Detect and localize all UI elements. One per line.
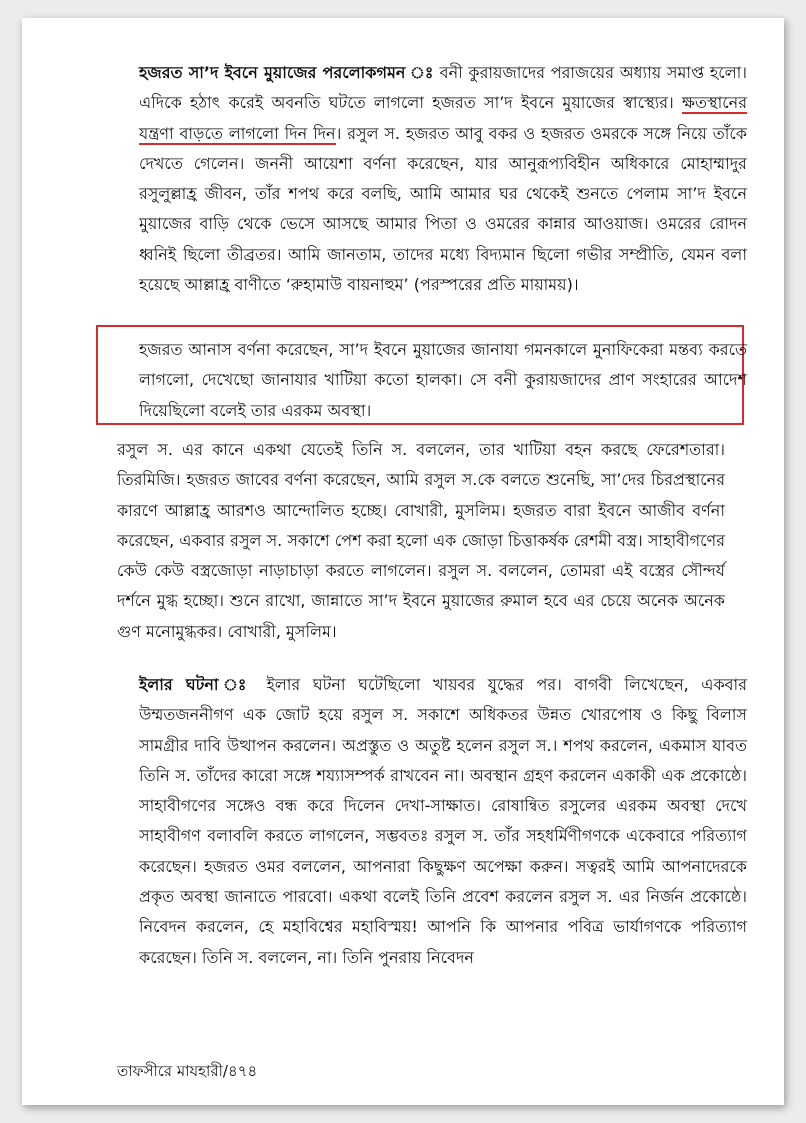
section-heading: হজরত সা’দ ইবনে মুয়াজের পরলোকগমন ঃ bbox=[139, 63, 434, 82]
paragraph-funeral bbox=[117, 435, 725, 647]
paragraph-text: রসুল স. এর কানে একথা যেতেই তিনি স. বললেন, তার খাটিয়া বহন করছে ফেরেশতারা। তিরমিজি। হজরত জাবের বর্ণনা করেছেন, আমি রসুল স.কে বলতে শুনেছি, সা’দের চিরপ্রস্থানের কারণে আল্লাহ্র আরশও আন্দোলিত হচ্ছে। বোখারী, মুসলিম। হজরত বারা ইবনে আজীব বর্ণনা করেছেন, একবার রসুল স. সকাশে পেশ করা হলো এক জোড়া চিত্তাকর্ষক রেশমী বস্ত্র। সাহাবীগণের কেউ কেউ বস্ত্রজোড়া নাড়াচাড়া করতে লাগলেন। রসুল স. বললেন, তোমরা এই বস্ত্রের সৌন্দর্য দর্শনে মুগ্ধ হচ্ছো। শুনে রাখো, জান্নাতে সা’দ ইবনে মুয়াজের রুমাল হবে এর চেয়ে অনেক অনেক গুণ মনোমুগ্ধকর। বোখারী, মুসলিম। bbox=[117, 440, 725, 641]
paragraph-saad-death bbox=[117, 58, 747, 300]
page-footer: তাফসীরে মাযহারী/৪৭৪ bbox=[117, 1062, 258, 1080]
paragraph-boxed-quote bbox=[117, 335, 747, 426]
paragraph-text: বনী কুরায়জাদের পরাজয়ের অধ্যায় সমাপ্ত হলো। এদিকে হঠাৎ করেই অবনতি ঘটতে লাগলো হজরত সা’দ ইবনে মুয়াজের স্বাস্থ্যের। bbox=[139, 63, 747, 113]
underlined-phrase: ক্ষতস্থানের যন্ত্রণা বাড়তে লাগলো দিন দিন bbox=[139, 93, 747, 143]
paragraph-ila bbox=[117, 670, 747, 973]
paragraph-text: ইলার ঘটনা ঘটেছিলো খায়বর যুদ্ধের পর। বাগবী লিখেছেন, একবার উম্মতজননীগণ এক জোট হয়ে রসুল স. সকাশে অধিকতর উন্নত খোরপোষ ও কিছু বিলাস সামগ্রীর দাবি উত্থাপন করলেন। অপ্রস্তুত ও অতুষ্ট হলেন রসুল স.। শপথ করলেন, একমাস যাবত তিনি স. তাঁদের কারো সঙ্গে শয্যাসম্পর্ক রাখবেন না। অবস্থান গ্রহণ করলেন একাকী এক প্রকোষ্ঠে। সাহাবীগণের সঙ্গেও বন্ধ করে দিলেন দেখা-সাক্ষাত। রোষান্বিত রসুলের এরকম অবস্থা দেখে সাহাবীগণ বলাবলি করতে লাগলেন, সম্ভবতঃ রসুল স. তাঁর সহধর্মিণীগণকে একেবারে পরিত্যাগ করেছেন। হজরত ওমর বললেন, আপনারা কিছুক্ষণ অপেক্ষা করুন। সত্বরই আমি আপনাদেরকে প্রকৃত অবস্থা জানাতে পারবো। একথা বলেই তিনি প্রবেশ করলেন রসুল স. এর নির্জন প্রকোষ্ঠে। নিবেদন করলেন, হে মহাবিশ্বের মহাবিস্ময়! আপনি কি আপনার পবিত্র ভার্যাগণকে পরিত্যাগ করেছেন। তিনি স. বললেন, না। তিনি পুনরায় নিবেদন bbox=[139, 675, 747, 967]
document-page bbox=[22, 18, 784, 1105]
section-heading: ইলার ঘটনা ঃ bbox=[139, 675, 254, 694]
paragraph-text: । রসুল স. হজরত আবু বকর ও হজরত ওমরকে সঙ্গে নিয়ে তাঁকে দেখতে গেলেন। জননী আয়েশা বর্ণনা করেছেন, যার আনুরূপ্যবিহীন অধিকারে মোহাম্মাদুর রসুলুল্লাহ্র জীবন, তাঁর শপথ করে বলছি, আমি আমার ঘর থেকেই শুনতে পেলাম সা’দ ইবনে মুয়াজের বাড়ি থেকে ভেসে আসছে আমার পিতা ও ওমরের কান্নার আওয়াজ। ওমরের রোদন ধ্বনিই ছিলো তীব্রতর। আমি জানতাম, তাদের মধ্যে বিদ্যমান ছিলো গভীর সম্প্রীতি, যেমন বলা হয়েছে আল্লাহ্র বাণীতে ‘রুহামাউ বায়নাহুম’ (পরস্পরের প্রতি মায়াময়)। bbox=[139, 123, 748, 295]
paragraph-text: হজরত আনাস বর্ণনা করেছেন, সা’দ ইবনে মুয়াজের জানাযা গমনকালে মুনাফিকেরা মন্তব্য করতে লাগলো, দেখেছো জানাযার খাটিয়া কতো হালকা। সে বনী কুরায়জাদের প্রাণ সংহারের আদেশ দিয়েছিলো বলেই তার এরকম অবস্থা। bbox=[139, 340, 747, 420]
